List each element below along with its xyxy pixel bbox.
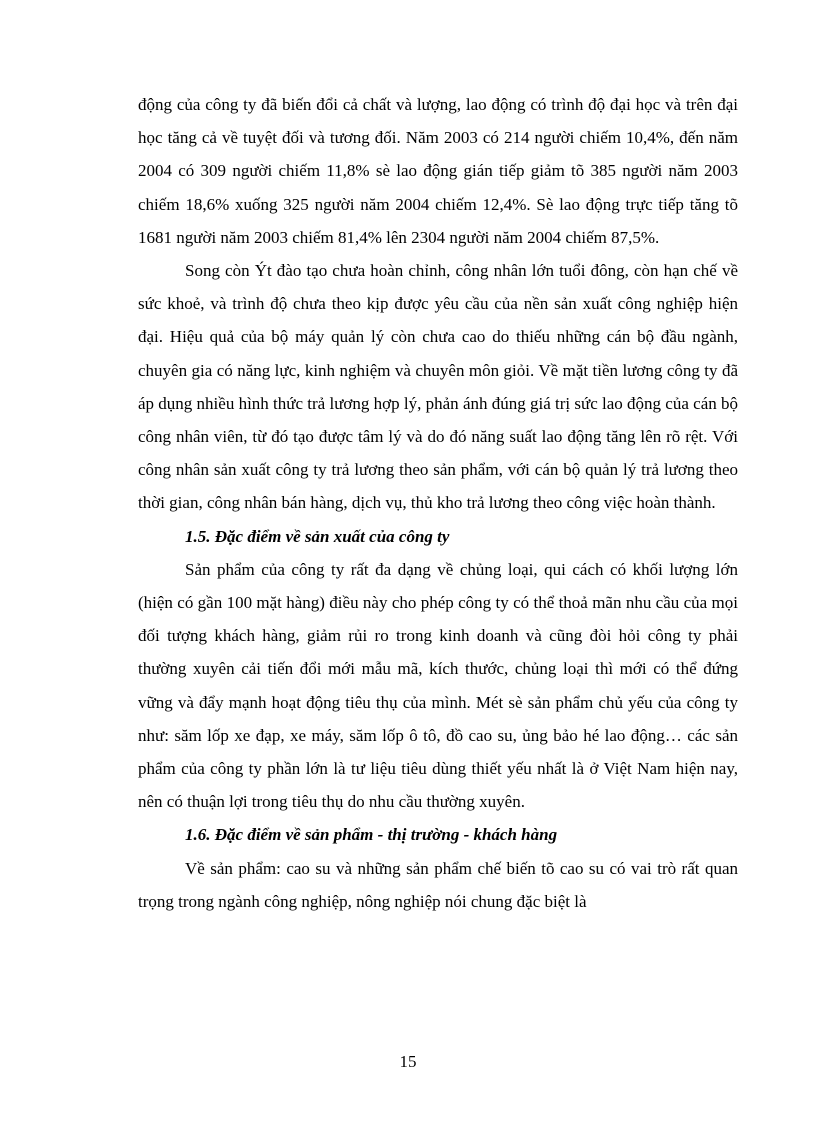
paragraph-product-role: Về sản phẩm: cao su và những sản phẩm chế biến tõ cao su có vai trò rất quan trọng trong ngành công nghiệp, nông nghiệp nói chung đặc biệt là <box>138 858 738 911</box>
section-heading-production: 1.5. Đặc điểm về sản xuất của công ty <box>185 526 450 546</box>
document-body <box>138 88 738 918</box>
page-number: 15 <box>399 1052 417 1071</box>
paragraph-products: Sản phẩm của công ty rất đa dạng về chủng loại, qui cách có khối lượng lớn (hiện có gần 100 mặt hàng) điều này cho phép công ty có thể thoả mãn nhu cầu của mọi đối tượng khách hàng, giảm rủi ro trong kinh doanh và cũng đòi hỏi công ty phải thường xuyên cải tiến đổi mới mẫu mã, kích thước, chủng loại thì mới có thể đứng vững và đẩy mạnh hoạt động tiêu thụ của mình. Mét sè sản phẩm chủ yếu của công ty như: săm lốp xe đạp, xe máy, săm lốp ô tô, đồ cao su, ủng bảo hé lao động… các sản phẩm của công ty phần lớn là tư liệu tiêu dùng thiết yếu nhất là ở Việt Nam hiện nay, nên có thuận lợi trong tiêu thụ do nhu cầu thường xuyên. <box>138 559 738 812</box>
paragraph-labor-change: động của công ty đã biến đổi cả chất và lượng, lao động có trình độ đại học và trên đại học tăng cả về tuyệt đối và tương đối. Năm 2003 có 214 người chiếm 10,4%, đến năm 2004 có 309 người chiếm 11,8% sè lao động gián tiếp giảm tõ 385 người năm 2003 chiếm 18,6% xuống 325 người năm 2004 chiếm 12,4%. Sè lao động trực tiếp tăng tõ 1681 người năm 2003 chiếm 81,4% lên 2304 người năm 2004 chiếm 87,5%. <box>138 95 738 247</box>
section-heading-market: 1.6. Đặc điểm về sản phẩm - thị trường - khách hàng <box>185 825 558 845</box>
paragraph-training-wages: Song còn Ýt đào tạo chưa hoàn chỉnh, công nhân lớn tuổi đông, còn hạn chế về sức khoẻ, và trình độ chưa theo kịp được yêu cầu của nền sản xuất công nghiệp hiện đại. Hiệu quả của bộ máy quản lý còn chưa cao do thiếu những cán bộ đầu ngành, chuyên gia có năng lực, kinh nghiệm và chuyên môn giỏi. Về mặt tiền lương công ty đã áp dụng nhiều hình thức trả lương hợp lý, phản ánh đúng giá trị sức lao động của cán bộ công nhân viên, từ đó tạo được tâm lý và do đó năng suất lao động tăng lên rõ rệt. Với công nhân sản xuất công ty trả lương theo sản phẩm, với cán bộ quản lý trả lương theo thời gian, công nhân bán hàng, dịch vụ, thủ kho trả lương theo công việc hoàn thành. <box>138 261 738 513</box>
